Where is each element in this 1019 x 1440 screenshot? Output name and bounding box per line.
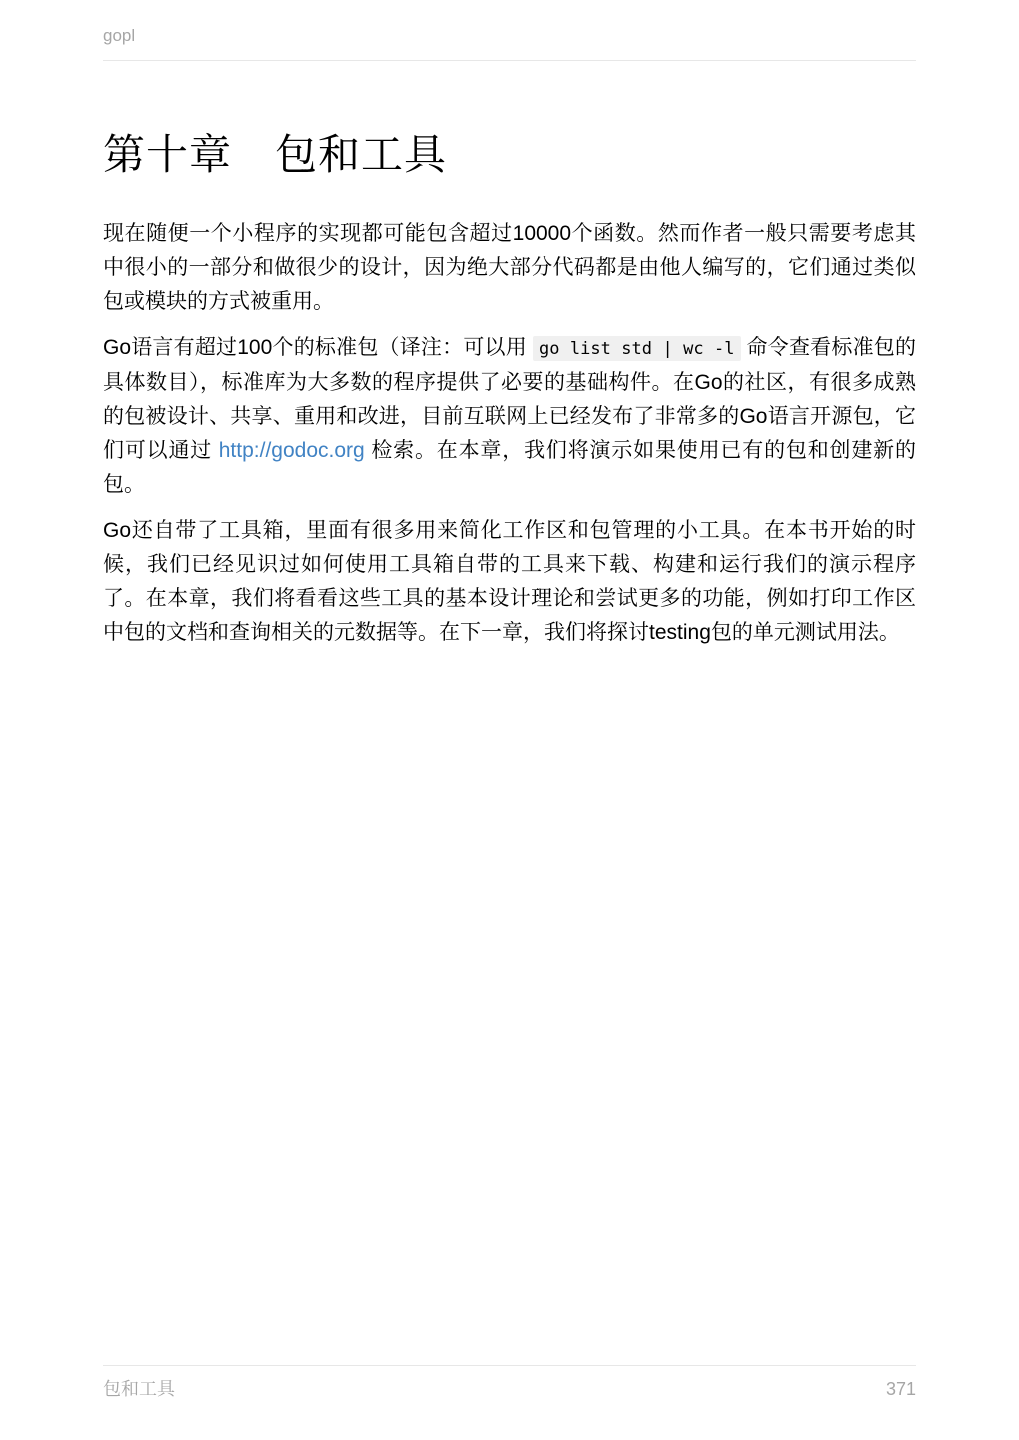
paragraph-2-text-after-link: 检索。在本章，我们将演示如果使用已有的包和创建新的包。 [103, 439, 916, 497]
paragraph-intro: 现在随便一个小程序的实现都可能包含超过10000个函数。然而作者一般只需要考虑其中很小的一部分和做很少的设计，因为绝大部分代码都是由他人编写的，它们通过类似包或模块的方式被重用。 [103, 222, 916, 314]
inline-code-go-list-std: go list std | wc -l [533, 336, 741, 361]
footer-inner [103, 1378, 916, 1400]
footer-chapter-label: 包和工具 [103, 1379, 175, 1399]
site-label: gopl [103, 26, 136, 45]
chapter-content [103, 131, 916, 650]
paragraph-toolbox: Go还自带了工具箱，里面有很多用来简化工作区和包管理的小工具。在本书开始的时候，我们已经见识过如何使用工具箱自带的工具来下载、构建和运行我们的演示程序了。在本章，我们将看看这些工具的基本设计理论和尝试更多的功能，例如打印工作区中包的文档和查询相关的元数据等。在下一章，我们将探讨testing包的单元测试用法。 [103, 519, 916, 645]
chapter-title: 第十章 包和工具 [103, 131, 448, 178]
godoc-link[interactable]: http://godoc.org [218, 439, 365, 463]
paragraph-2-text-before-code: Go语言有超过100个的标准包（译注：可以用 [103, 336, 534, 360]
paragraph-standard-packages [103, 331, 916, 502]
page-footer [103, 1365, 916, 1400]
page-header [103, 0, 916, 61]
paragraph-2-text-after-code: 命令查看标准包的具体数目），标准库为大多数的程序提供了必要的基础构件。在Go的社区，有很多成熟的包被设计、共享、重用和改进，目前互联网上已经发布了非常多的Go语言开源包，它们可以通过 [103, 336, 916, 463]
footer-page-number: 371 [885, 1379, 916, 1399]
